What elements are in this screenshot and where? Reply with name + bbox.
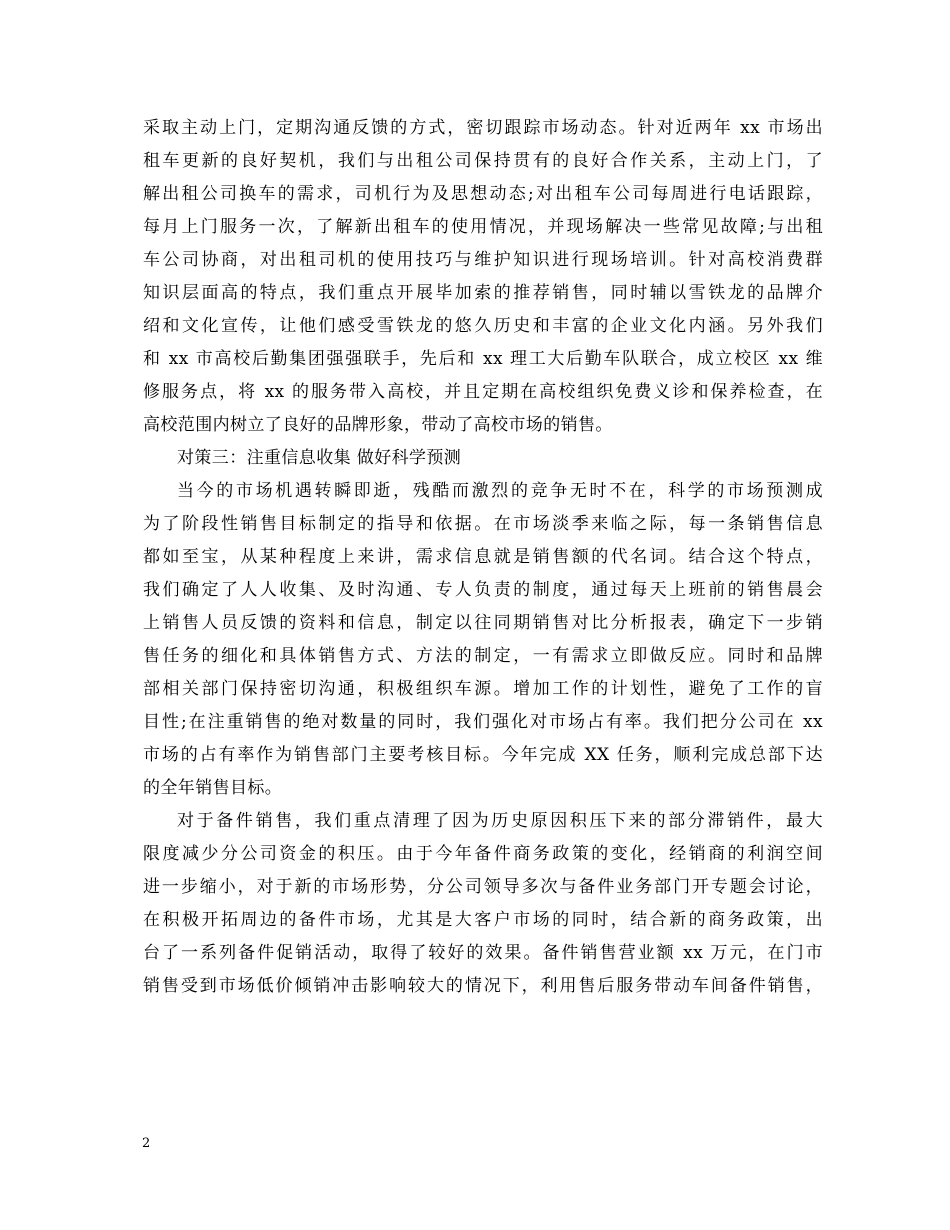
text-line: 台了一系列备件促销活动，取得了较好的效果。备件销售营业额 xx 万元，在门市 bbox=[143, 943, 823, 963]
text-line: 解出租公司换车的需求，司机行为及思想动态;对出租车公司每周进行电话跟踪， bbox=[143, 184, 823, 204]
text-line: 市场的占有率作为销售部门主要考核目标。今年完成 XX 任务，顺利完成总部下达 bbox=[143, 745, 823, 765]
text-line: 绍和文化宣传，让他们感受雪铁龙的悠久历史和丰富的企业文化内涵。另外我们 bbox=[143, 316, 823, 336]
page-number: 2 bbox=[142, 1136, 151, 1151]
text-line: 修服务点，将 xx 的服务带入高校，并且定期在高校组织免费义诊和保养检查，在 bbox=[143, 382, 823, 402]
document-body bbox=[143, 112, 823, 1003]
text-line: 采取主动上门，定期沟通反馈的方式，密切跟踪市场动态。针对近两年 xx 市场出 bbox=[143, 118, 823, 138]
text-line: 和 xx 市高校后勤集团强强联手，先后和 xx 理工大后勤车队联合，成立校区 xx 维 bbox=[143, 349, 823, 369]
text-line: 知识层面高的特点，我们重点开展毕加索的推荐销售，同时辅以雪铁龙的品牌介 bbox=[143, 283, 823, 303]
text-line: 我们确定了人人收集、及时沟通、专人负责的制度，通过每天上班前的销售晨会 bbox=[143, 580, 823, 600]
text-line: 销售受到市场低价倾销冲击影响较大的情况下，利用售后服务带动车间备件销售， bbox=[143, 976, 823, 996]
text-line: 高校范围内树立了良好的品牌形象，带动了高校市场的销售。 bbox=[143, 415, 613, 435]
text-line: 限度减少分公司资金的积压。由于今年备件商务政策的变化，经销商的利润空间 bbox=[143, 844, 823, 864]
text-line: 目性;在注重销售的绝对数量的同时，我们强化对市场占有率。我们把分公司在 xx bbox=[143, 712, 823, 732]
heading-text: 对策三：注重信息收集 做好科学预测 bbox=[177, 448, 462, 468]
text-line: 对于备件销售，我们重点清理了因为历史原因积压下来的部分滞销件，最大 bbox=[177, 811, 823, 831]
section-heading bbox=[143, 442, 823, 475]
text-line: 为了阶段性销售目标制定的指导和依据。在市场淡季来临之际，每一条销售信息 bbox=[143, 514, 823, 534]
paragraph-2 bbox=[143, 475, 823, 805]
text-line: 上销售人员反馈的资料和信息，制定以往同期销售对比分析报表，确定下一步销 bbox=[143, 613, 823, 633]
text-line: 进一步缩小，对于新的市场形势，分公司领导多次与备件业务部门开专题会讨论， bbox=[143, 877, 823, 897]
paragraph-1 bbox=[143, 112, 823, 442]
text-line: 租车更新的良好契机，我们与出租公司保持贯有的良好合作关系，主动上门，了 bbox=[143, 151, 823, 171]
text-line: 在积极开拓周边的备件市场，尤其是大客户市场的同时，结合新的商务政策，出 bbox=[143, 910, 823, 930]
text-line: 售任务的细化和具体销售方式、方法的制定，一有需求立即做反应。同时和品牌 bbox=[143, 646, 823, 666]
paragraph-3 bbox=[143, 805, 823, 1003]
text-line: 部相关部门保持密切沟通，积极组织车源。增加工作的计划性，避免了工作的盲 bbox=[143, 679, 823, 699]
text-line: 的全年销售目标。 bbox=[143, 778, 283, 798]
text-line: 车公司协商，对出租司机的使用技巧与维护知识进行现场培训。针对高校消费群 bbox=[143, 250, 823, 270]
text-line: 当今的市场机遇转瞬即逝，残酷而激烈的竞争无时不在，科学的市场预测成 bbox=[177, 481, 823, 501]
text-line: 每月上门服务一次，了解新出租车的使用情况，并现场解决一些常见故障;与出租 bbox=[143, 217, 823, 237]
text-line: 都如至宝，从某种程度上来讲，需求信息就是销售额的代名词。结合这个特点， bbox=[143, 547, 823, 567]
